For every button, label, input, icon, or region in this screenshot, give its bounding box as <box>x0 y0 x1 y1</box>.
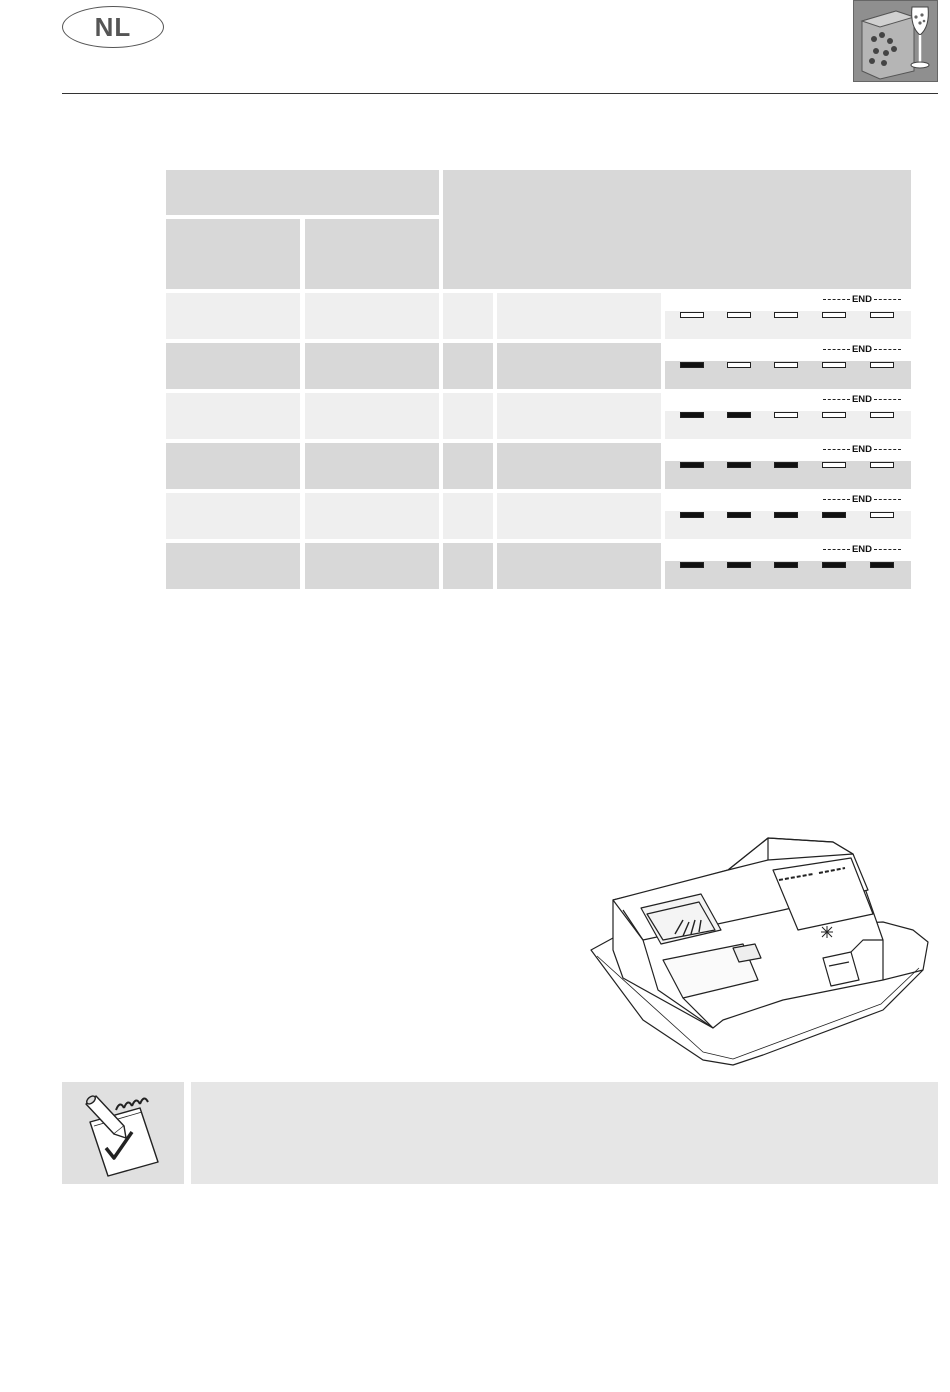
language-code: NL <box>94 11 132 42</box>
led-off <box>774 362 798 368</box>
table-cell <box>443 493 493 539</box>
led-off <box>822 412 846 418</box>
table-cell <box>305 543 439 589</box>
table-cell <box>305 393 439 439</box>
led-off <box>822 362 846 368</box>
led-on <box>680 462 704 468</box>
led-off <box>680 312 704 318</box>
table-cell <box>443 543 493 589</box>
led-off <box>727 312 751 318</box>
led-off <box>870 312 894 318</box>
table-header-cell <box>166 219 300 289</box>
led-on <box>680 412 704 418</box>
table-cell <box>443 293 493 339</box>
table-cell <box>166 543 300 589</box>
led-off <box>870 512 894 518</box>
led-on <box>727 412 751 418</box>
end-label: END <box>823 443 901 455</box>
led-off <box>822 462 846 468</box>
led-indicator-row <box>665 543 911 589</box>
end-label: END <box>823 543 901 555</box>
led-indicator-row <box>665 343 911 389</box>
led-on <box>822 512 846 518</box>
table-cell <box>497 493 661 539</box>
led-on <box>680 512 704 518</box>
end-label: END <box>823 293 901 305</box>
led-indicator-row <box>665 393 911 439</box>
led-on <box>774 512 798 518</box>
end-label: END <box>823 393 901 405</box>
led-off <box>870 362 894 368</box>
led-on <box>727 562 751 568</box>
table-cell <box>443 393 493 439</box>
table-cell <box>166 493 300 539</box>
table-cell <box>166 443 300 489</box>
notepad-pencil-checkmark-icon <box>62 1082 184 1184</box>
led-off <box>774 312 798 318</box>
led-indicator-row <box>665 293 911 339</box>
led-off <box>822 312 846 318</box>
table-header-cell <box>443 170 911 289</box>
header-divider <box>62 93 938 94</box>
table-header-cell <box>166 170 439 215</box>
led-on <box>727 512 751 518</box>
table-cell <box>305 443 439 489</box>
table-cell <box>166 343 300 389</box>
detergent-dispenser-illustration <box>583 830 938 1075</box>
led-on <box>870 562 894 568</box>
led-on <box>727 462 751 468</box>
end-label: END <box>823 343 901 355</box>
table-cell <box>497 393 661 439</box>
led-off <box>774 412 798 418</box>
led-indicator-row <box>665 493 911 539</box>
table-cell <box>166 393 300 439</box>
led-on <box>680 362 704 368</box>
table-cell <box>497 543 661 589</box>
table-header-cell <box>305 219 439 289</box>
table-cell <box>443 443 493 489</box>
led-on <box>774 462 798 468</box>
dishwasher-glass-icon <box>853 0 938 82</box>
led-on <box>680 562 704 568</box>
led-off <box>727 362 751 368</box>
table-cell <box>497 293 661 339</box>
table-cell <box>443 343 493 389</box>
table-cell <box>166 293 300 339</box>
led-on <box>774 562 798 568</box>
led-indicator-row <box>665 443 911 489</box>
table-cell <box>497 343 661 389</box>
table-cell <box>305 343 439 389</box>
note-icon-box <box>62 1082 184 1184</box>
table-cell <box>305 493 439 539</box>
language-badge <box>62 6 164 48</box>
table-cell <box>497 443 661 489</box>
led-on <box>822 562 846 568</box>
table-cell <box>305 293 439 339</box>
led-off <box>870 412 894 418</box>
note-text-box <box>191 1082 938 1184</box>
end-label: END <box>823 493 901 505</box>
led-off <box>870 462 894 468</box>
